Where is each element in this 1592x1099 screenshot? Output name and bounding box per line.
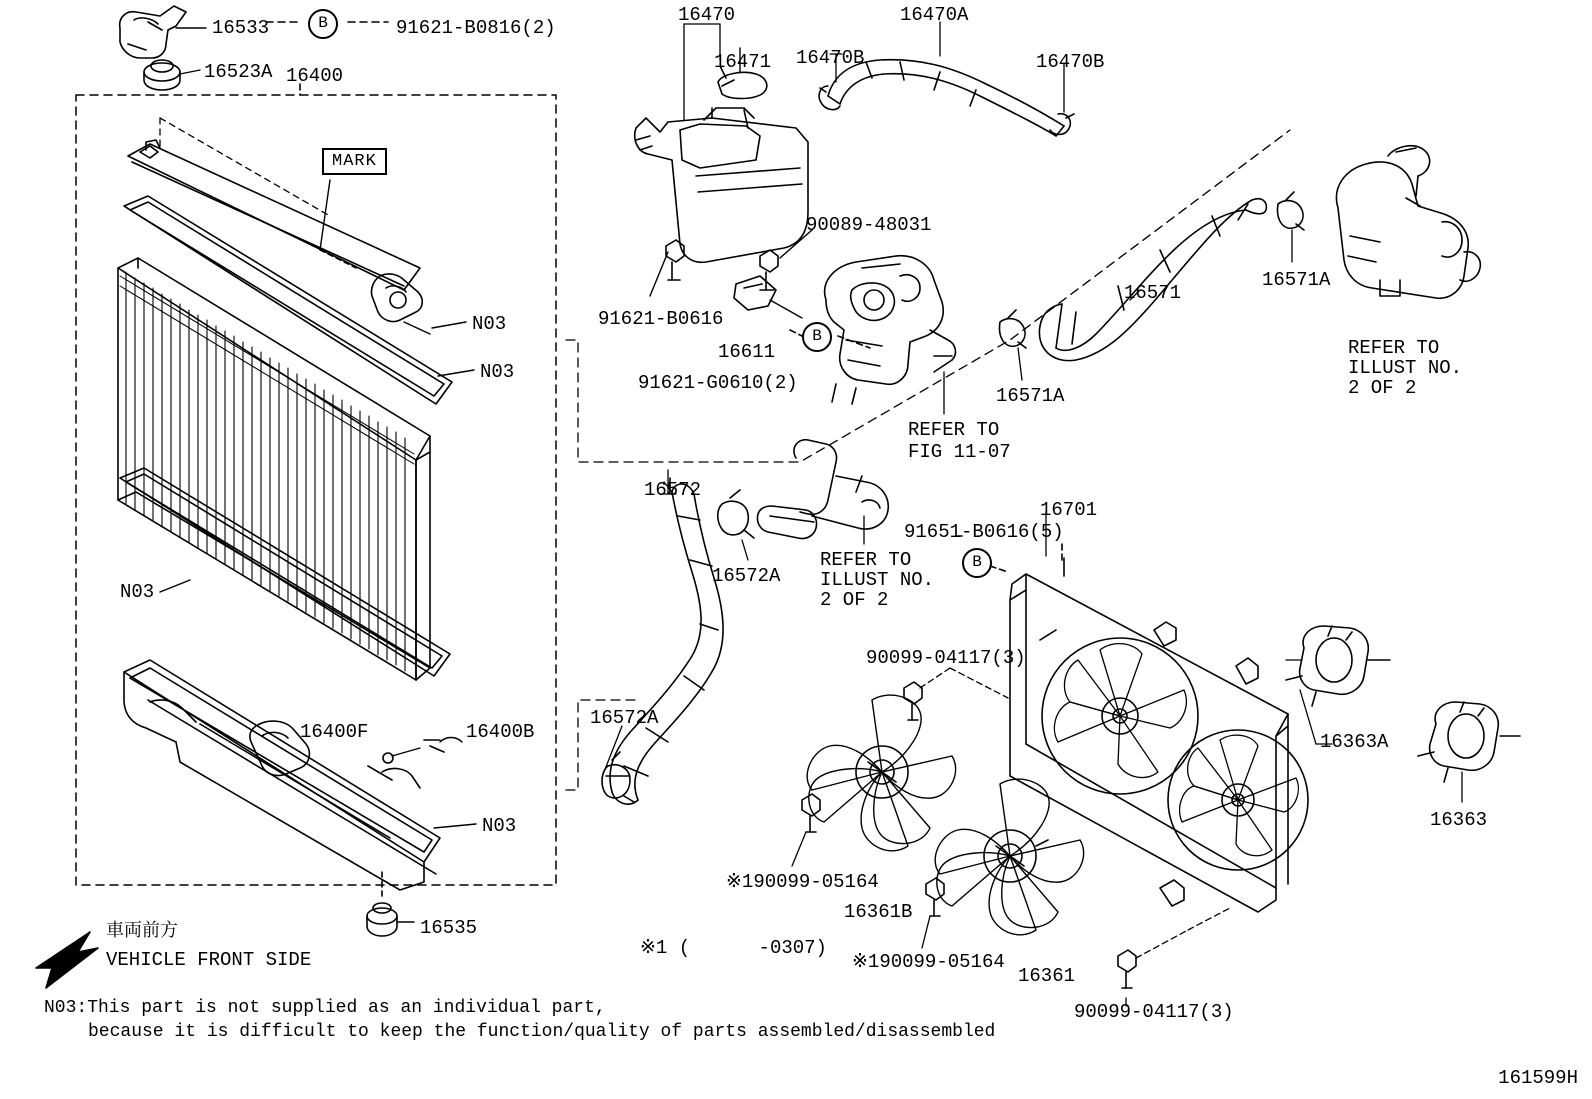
circle-b-marker-mid: B: [802, 322, 832, 352]
refer-to-illust-mid-line3: 2 OF 2: [820, 589, 889, 611]
refer-to-illust-mid-line2: ILLUST NO.: [820, 569, 935, 591]
label-91621-g0610: 91621-G0610(2): [638, 372, 798, 394]
diagram-code: 161599H: [1498, 1067, 1578, 1089]
refer-to-illust-right-line2: ILLUST NO.: [1348, 357, 1463, 379]
label-16571: 16571: [1124, 282, 1182, 304]
footnote-line-2: because it is difficult to keep the function/quality of parts assembled/disassembled: [88, 1022, 996, 1042]
label-n03-core-upper: N03: [472, 313, 507, 335]
label-16363: 16363: [1430, 809, 1488, 831]
label-16571a-upper: 16571A: [1262, 269, 1331, 291]
refer-to-fig-line1: REFER TO: [908, 419, 1000, 441]
footnote-line-1: N03:This part is not supplied as an individual part,: [44, 998, 606, 1018]
label-n03-bottom: N03: [482, 815, 517, 837]
label-91621-b0816: 91621-B0816(2): [396, 17, 556, 39]
label-16470a: 16470A: [900, 4, 969, 26]
circle-b-marker-top: B: [308, 9, 338, 39]
label-16535: 16535: [420, 917, 478, 939]
label-16611: 16611: [718, 341, 776, 363]
label-91651-b0616: 91651-B0616(5): [904, 521, 1064, 543]
label-n03-core-lower: N03: [480, 361, 515, 383]
refer-to-illust-right-line1: REFER TO: [1348, 337, 1440, 359]
note-star-1: ※1 ( -0307): [640, 937, 827, 959]
vehicle-front-jp: 車両前方: [106, 920, 178, 941]
label-16363a: 16363A: [1320, 731, 1389, 753]
label-90099-04117-upper: 90099-04117(3): [866, 647, 1026, 669]
label-16572a-upper: 16572A: [712, 565, 781, 587]
label-91621-b0616: 91621-B0616: [598, 308, 724, 330]
mark-box: MARK: [322, 148, 387, 175]
label-16571a-lower: 16571A: [996, 385, 1065, 407]
label-n03-left: N03: [120, 581, 155, 603]
label-16361b: 16361B: [844, 901, 913, 923]
refer-to-illust-mid-line1: REFER TO: [820, 549, 912, 571]
label-90099-04117-lower: 90099-04117(3): [1074, 1001, 1234, 1023]
refer-to-illust-right-line3: 2 OF 2: [1348, 377, 1417, 399]
label-16701: 16701: [1040, 499, 1098, 521]
label-16361: 16361: [1018, 965, 1076, 987]
vehicle-front-en: VEHICLE FRONT SIDE: [106, 949, 312, 971]
label-16533: 16533: [212, 17, 270, 39]
label-16470b-right: 16470B: [1036, 51, 1105, 73]
label-16471: 16471: [714, 51, 772, 73]
label-16470: 16470: [678, 4, 736, 26]
label-90099-05164-left: ※190099-05164: [726, 871, 879, 893]
label-16400: 16400: [286, 65, 344, 87]
circle-b-marker-fan: B: [962, 548, 992, 578]
label-16572a-lower: 16572A: [590, 707, 659, 729]
label-90099-05164-right: ※190099-05164: [852, 951, 1005, 973]
refer-to-fig-line2: FIG 11-07: [908, 441, 1011, 463]
label-16523a: 16523A: [204, 61, 273, 83]
label-16470b-left: 16470B: [796, 47, 865, 69]
label-16400f: 16400F: [300, 721, 369, 743]
label-90089-48031: 90089-48031: [806, 214, 932, 236]
label-16572: 16572: [644, 479, 702, 501]
label-16400b: 16400B: [466, 721, 535, 743]
